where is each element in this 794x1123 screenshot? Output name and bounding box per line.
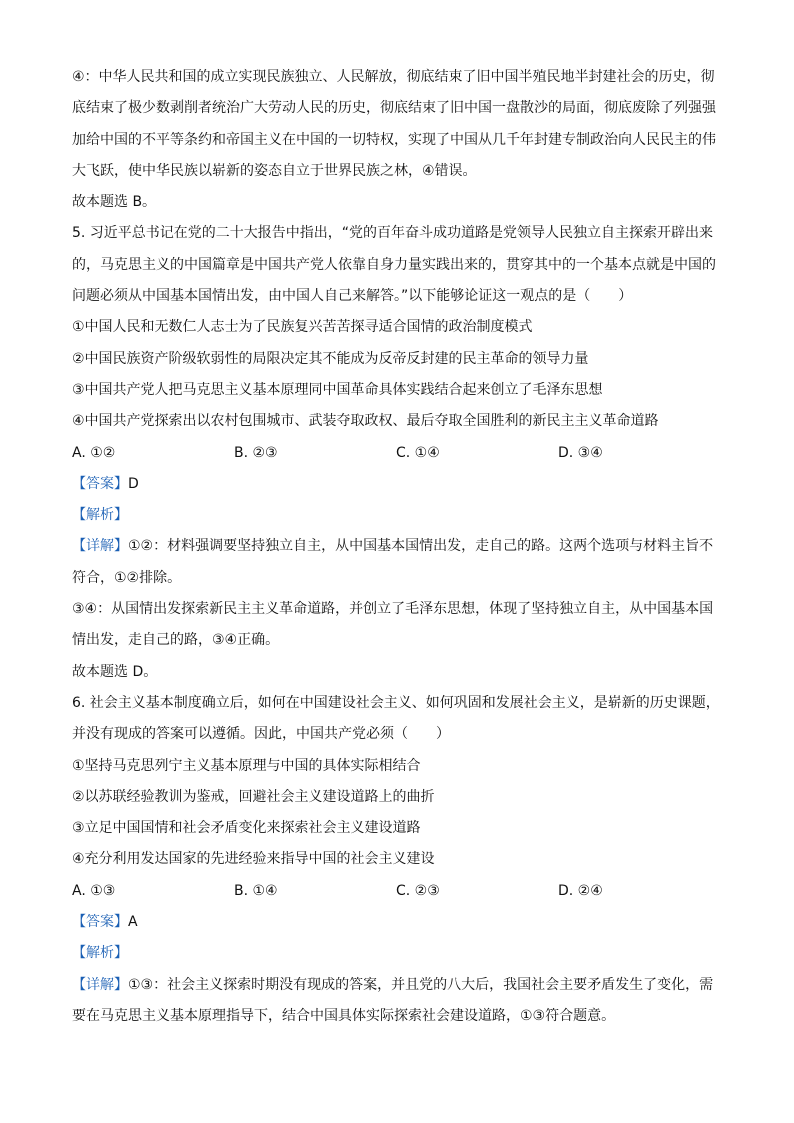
section-label: 【详解】 — [72, 976, 128, 993]
option-item: A. ①② — [72, 444, 116, 461]
text-line: ④充分利用发达国家的先进经验来指导中国的社会主义建设 — [72, 851, 435, 868]
section-text: D — [128, 475, 139, 492]
option-item: C. ②③ — [396, 882, 440, 899]
section-label: 【答案】 — [72, 914, 128, 931]
text-line: 加给中国的不平等条约和帝国主义在中国的一切特权，实现了中国从几千年封建专制政治向人民民主的伟 — [72, 131, 716, 148]
option-item: C. ①④ — [396, 444, 440, 461]
option-item: B. ①④ — [234, 882, 278, 899]
text-line: 6. 社会主义基本制度确立后，如何在中国建设社会主义、如何巩固和发展社会主义，是崭新的历史课题， — [72, 694, 720, 711]
text-line: 的，马克思主义的中国篇章是中国共产党人依靠自身力量实践出来的，贯穿其中的一个基本点就是中国的 — [72, 256, 716, 273]
text-line: ④中国共产党探索出以农村包围城市、武装夺取政权、最后夺取全国胜利的新民主主义革命道路 — [72, 413, 659, 430]
answer-options — [72, 438, 724, 469]
answer-options — [72, 876, 724, 907]
section-label: 【解析】 — [72, 945, 128, 962]
text-line: ③④：从国情出发探索新民主主义革命道路，并创立了毛泽东思想，体现了坚持独立自主，从中国基本国 — [72, 601, 714, 618]
text-line: 5. 习近平总书记在党的二十大报告中指出，“党的百年奋斗成功道路是党领导人民独立自主探索开辟出来 — [72, 225, 714, 242]
section-text: ①③：社会主义探索时期没有现成的答案，并且党的八大后，我国社会主要矛盾发生了变化，需 — [128, 976, 714, 993]
labeled-line — [72, 500, 724, 531]
text-line: ②中国民族资产阶级软弱性的局限决定其不能成为反帝反封建的民主革命的领导力量 — [72, 350, 589, 367]
text-line: 故本题选 B。 — [72, 194, 157, 211]
labeled-line — [72, 938, 724, 969]
option-item: D. ②④ — [558, 882, 603, 899]
option-item: B. ②③ — [234, 444, 278, 461]
text-line: ③中国共产党人把马克思主义基本原理同中国革命具体实践结合起来创立了毛泽东思想 — [72, 381, 603, 398]
text-line: ③立足中国国情和社会矛盾变化来探索社会主义建设道路 — [72, 820, 421, 837]
section-label: 【解析】 — [72, 507, 128, 524]
text-line: 符合，①②排除。 — [72, 569, 182, 586]
option-item: D. ③④ — [558, 444, 603, 461]
text-line: 故本题选 D。 — [72, 663, 158, 680]
labeled-line — [72, 970, 724, 1001]
text-line: 并没有现成的答案可以遵循。因此，中国共产党必须（ ） — [72, 726, 450, 743]
document-page — [72, 62, 724, 1032]
text-line: ①坚持马克思列宁主义基本原理与中国的具体实际相结合 — [72, 757, 421, 774]
section-text: A — [128, 914, 138, 931]
text-line: 要在马克思主义基本原理指导下，结合中国具体实际探索社会建设道路，①③符合题意。 — [72, 1007, 616, 1024]
section-label: 【详解】 — [72, 538, 128, 555]
section-label: 【答案】 — [72, 475, 128, 492]
section-text: ①②：材料强调要坚持独立自主，从中国基本国情出发，走自己的路。这两个选项与材料主旨不 — [128, 538, 714, 555]
labeled-line — [72, 907, 724, 938]
text-line: ①中国人民和无数仁人志士为了民族复兴苦苦探寻适合国情的政治制度模式 — [72, 319, 533, 336]
text-line: ④：中华人民共和国的成立实现民族独立、人民解放，彻底结束了旧中国半殖民地半封建社会的历史，彻 — [72, 69, 715, 85]
text-line: 情出发，走自己的路，③④正确。 — [72, 632, 280, 649]
text-line: 大飞跃，使中华民族以崭新的姿态自立于世界民族之林，④错误。 — [72, 162, 477, 179]
option-item: A. ①③ — [72, 882, 116, 899]
labeled-line — [72, 469, 724, 500]
text-line: 底结束了极少数剥削者统治广大劳动人民的历史，彻底结束了旧中国一盘散沙的局面，彻底废除了列强强 — [72, 100, 716, 117]
text-line: 问题必须从中国基本国情出发，由中国人自己来解答。”以下能够论证这一观点的是（ ） — [72, 288, 633, 305]
labeled-line — [72, 531, 724, 562]
text-line: ②以苏联经验教训为鉴戒，回避社会主义建设道路上的曲折 — [72, 788, 435, 805]
